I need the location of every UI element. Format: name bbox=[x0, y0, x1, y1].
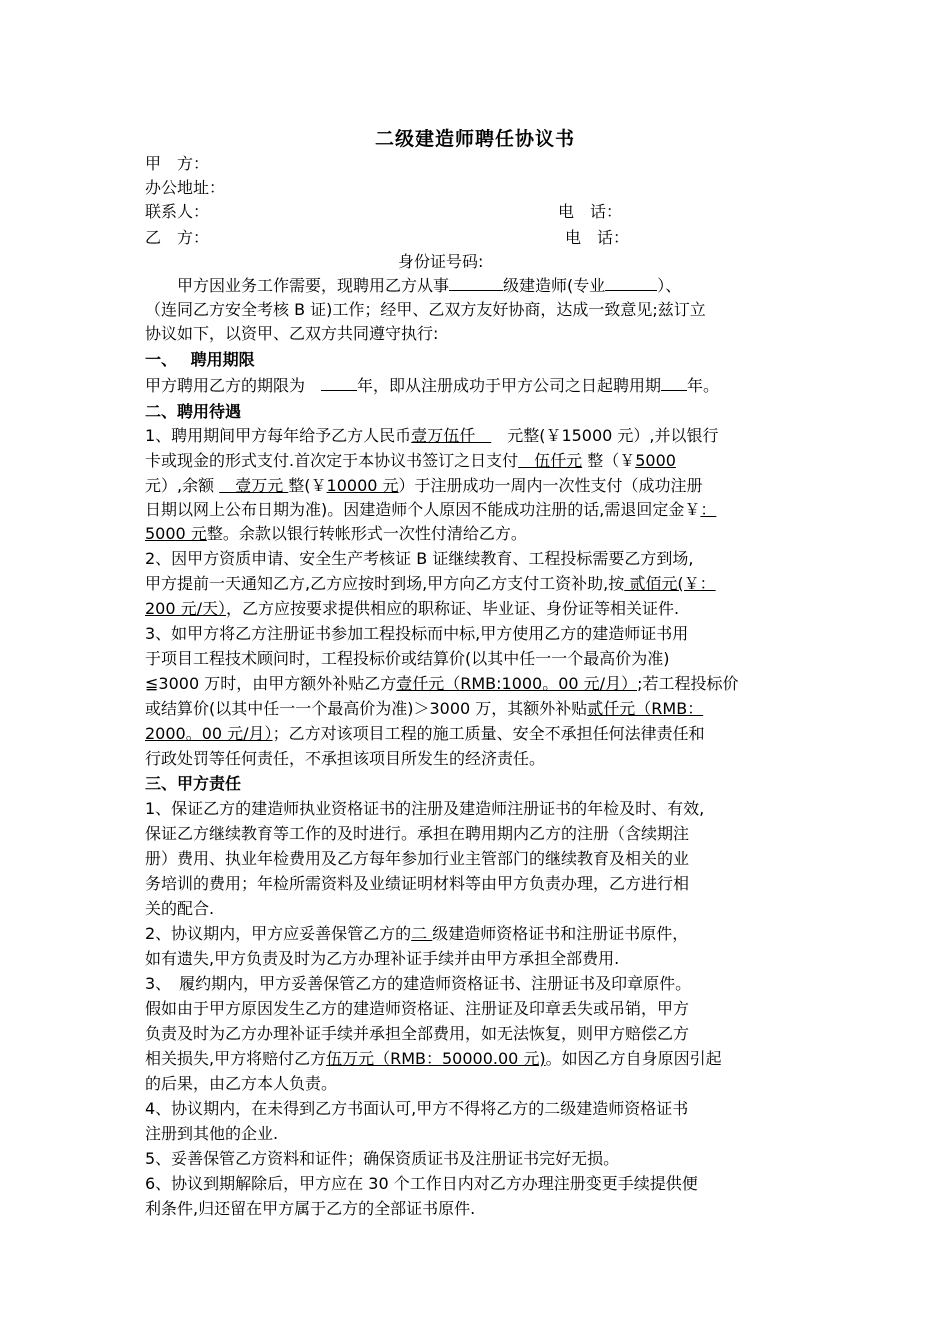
paragraph-line: 注册到其他的企业. bbox=[145, 1124, 279, 1143]
paragraph-line: 关的配合. bbox=[145, 899, 215, 918]
phone-label-a: 电 话： bbox=[558, 202, 623, 221]
paragraph-line: 假如由于甲方原因发生乙方的建造师资格证、注册证及印章丢失或吊销，甲方 bbox=[145, 999, 690, 1018]
underlined-amount: 伍仟元 bbox=[518, 451, 583, 470]
text: 级建造师资格证书和注册证书原件， bbox=[432, 924, 689, 943]
paragraph-line: 1、保证乙方的建造师执业资格证书的注册及建造师注册证书的年检及时、有效, bbox=[145, 799, 705, 818]
office-address-label: 办公地址： bbox=[145, 178, 226, 197]
paragraph-line: 3、如甲方将乙方注册证书参加工程投标而中标,甲方使用乙方的建造师证书用 bbox=[145, 624, 689, 643]
underlined-amount: 伍万元（RMB：50000.00 元) bbox=[326, 1049, 546, 1068]
specialty-blank bbox=[605, 274, 657, 291]
term-text: 甲方聘用乙方的期限为 bbox=[145, 376, 322, 395]
intro-text: 甲方因业务工作需要，现聘用乙方从事 bbox=[145, 276, 450, 295]
paragraph-line bbox=[145, 1047, 722, 1071]
text: ，乙方应按要求提供相应的职称证、毕业证、身份证等相关证件. bbox=[226, 599, 680, 618]
underlined-amount: 5000 元 bbox=[145, 524, 207, 543]
text: 。如因乙方自身原因引起 bbox=[545, 1049, 722, 1068]
intro-line: （连同乙方安全考核 B 证)工作；经甲、乙双方友好协商，达成一致意见;兹订立 bbox=[145, 300, 706, 319]
intro-line bbox=[145, 274, 681, 298]
paragraph-line: 负责及时为乙方办理补证手续并承担全部费用，如无法恢复，则甲方赔偿乙方 bbox=[145, 1024, 690, 1043]
paragraph-line bbox=[145, 572, 716, 596]
underlined-amount: 壹万伍仟 bbox=[411, 426, 492, 445]
paragraph-line: 5、妥善保管乙方资料和证件；确保资质证书及注册证书完好无损。 bbox=[145, 1149, 620, 1168]
document-title: 二级建造师聘任协议书 bbox=[374, 128, 575, 150]
section-heading-term: 一、 聘用期限 bbox=[145, 350, 255, 369]
text: 或结算价(以其中任一一个最高价为准)＞3000 万，其额外补贴 bbox=[145, 699, 588, 718]
paragraph-line: 利条件,归还留在甲方属于乙方的全部证书原件. bbox=[145, 1199, 476, 1218]
phone-label-b: 电 话： bbox=[565, 228, 630, 247]
underlined-amount: 10000 元 bbox=[326, 476, 399, 495]
text: 整。余款以银行转帐形式一次性付清给乙方。 bbox=[206, 524, 527, 543]
text: 日期以网上公布日期为准)。因建造师个人原因不能成功注册的话,需退回定金￥ bbox=[145, 500, 701, 519]
paragraph-line: 2、因甲方资质申请、安全生产考核证 B 证继续教育、工程投标需要乙方到场, bbox=[145, 549, 694, 568]
intro-text: ）、 bbox=[657, 276, 682, 295]
paragraph-line: 于项目工程技术顾问时，工程投标价或结算价(以其中任一一个最高价为准) bbox=[145, 649, 670, 668]
underlined-amount: 5000 bbox=[635, 451, 676, 470]
term-years-blank bbox=[321, 374, 357, 391]
paragraph-line bbox=[145, 474, 703, 498]
intro-line: 协议如下，以资甲、乙双方共同遵守执行: bbox=[145, 324, 439, 343]
paragraph-line bbox=[145, 697, 703, 721]
text: 相关损失,甲方将赔付乙方 bbox=[145, 1049, 327, 1068]
paragraph-line bbox=[145, 722, 705, 746]
underlined-amount: 贰佰元(￥： bbox=[624, 574, 716, 593]
paragraph-line: 的后果，由乙方本人负责。 bbox=[145, 1074, 338, 1093]
party-a-label: 甲 方： bbox=[145, 154, 210, 173]
text: 元）,余额 bbox=[145, 476, 220, 495]
level-blank bbox=[449, 274, 503, 291]
paragraph-line bbox=[145, 424, 719, 448]
term-line bbox=[145, 374, 719, 398]
paragraph-line bbox=[145, 498, 716, 522]
text: 整（￥ bbox=[582, 451, 636, 470]
paragraph-line bbox=[145, 922, 688, 946]
text: ≦3000 万时，由甲方额外补贴乙方 bbox=[145, 674, 397, 693]
intro-text: 级建造师(专业 bbox=[503, 276, 606, 295]
paragraph-line: 4、协议期内，在未得到乙方书面认可,甲方不得将乙方的二级建造师资格证书 bbox=[145, 1099, 689, 1118]
paragraph-line bbox=[145, 449, 676, 473]
text: 整(￥ bbox=[288, 476, 327, 495]
term-text: 年，即从注册成功于甲方公司之日起聘用期 bbox=[357, 376, 662, 395]
paragraph-line: 保证乙方继续教育等工作的及时进行。承担在聘用期内乙方的注册（含续期注 bbox=[145, 824, 690, 843]
text: ；乙方对该项目工程的施工质量、安全不承担任何法律责任和 bbox=[272, 724, 705, 743]
underlined-amount: 200 元/天） bbox=[145, 599, 227, 618]
underlined-level: 二 bbox=[411, 924, 433, 943]
text: 卡或现金的形式支付.首次定于本协议书签订之日支付 bbox=[145, 451, 519, 470]
id-number-label: 身份证号码: bbox=[398, 252, 484, 271]
underlined-amount: 贰仟元（RMB： bbox=[587, 699, 704, 718]
text: 甲方提前一天通知乙方,乙方应按时到场,甲方向乙方支付工资补助,按 bbox=[145, 574, 625, 593]
underlined-amount: ： bbox=[700, 500, 717, 519]
contact-label: 联系人： bbox=[145, 202, 210, 221]
underlined-amount: 2000。00 元/月） bbox=[145, 724, 273, 743]
party-b-label: 乙 方： bbox=[145, 228, 210, 247]
paragraph-line bbox=[145, 522, 527, 546]
paragraph-line bbox=[145, 597, 679, 621]
term-period-blank bbox=[661, 374, 687, 391]
text: 元整(￥15000 元）,并以银行 bbox=[491, 426, 719, 445]
underlined-amount: 壹仟元（RMB:1000。00 元/月） bbox=[396, 674, 638, 693]
text: ）于注册成功一周内一次性支付（成功注册 bbox=[398, 476, 703, 495]
paragraph-line: 务培训的费用；年检所需资料及业绩证明材料等由甲方负责办理，乙方进行相 bbox=[145, 874, 690, 893]
paragraph-line: 6、协议到期解除后，甲方应在 30 个工作日内对乙方办理注册变更手续提供便 bbox=[145, 1174, 698, 1193]
section-heading-party-a-duties: 三、甲方责任 bbox=[145, 774, 242, 793]
section-heading-compensation: 二、聘用待遇 bbox=[145, 402, 242, 421]
paragraph-line bbox=[145, 672, 738, 696]
paragraph-line: 如有遗失,甲方负责及时为乙方办理补证手续并由甲方承担全部费用. bbox=[145, 949, 620, 968]
paragraph-line: 行政处罚等任何责任，不承担该项目所发生的经济责任。 bbox=[145, 749, 546, 768]
paragraph-line: 册）费用、执业年检费用及乙方每年参加行业主管部门的继续教育及相关的业 bbox=[145, 849, 690, 868]
text: ;若工程投标价 bbox=[637, 674, 739, 693]
text: 1、聘用期间甲方每年给予乙方人民币 bbox=[145, 426, 412, 445]
term-text: 年。 bbox=[687, 376, 720, 395]
underlined-amount: 壹万元 bbox=[219, 476, 289, 495]
paragraph-line: 3、 履约期内，甲方妥善保管乙方的建造师资格证书、注册证书及印章原件。 bbox=[145, 974, 692, 993]
text: 2、协议期内，甲方应妥善保管乙方的 bbox=[145, 924, 412, 943]
